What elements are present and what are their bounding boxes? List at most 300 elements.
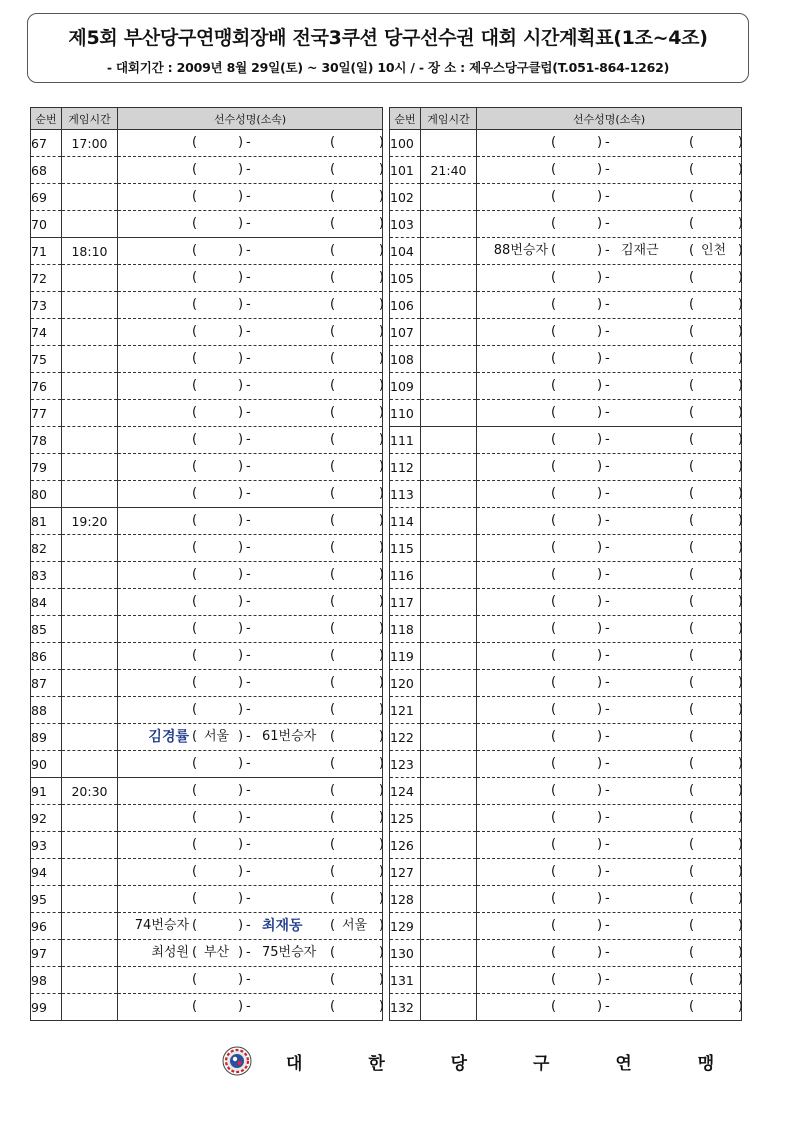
table-row — [390, 292, 742, 319]
game-time — [62, 724, 118, 751]
paren-close: ) — [737, 756, 743, 771]
paren-open: ( — [330, 918, 336, 933]
match-players — [477, 670, 742, 697]
match-players — [118, 778, 383, 805]
table-row — [31, 832, 383, 859]
game-number: 98 — [31, 967, 62, 994]
table-header-row — [390, 108, 742, 130]
table-row — [390, 427, 742, 454]
paren-open: ( — [689, 972, 695, 987]
vs-dash: - — [605, 378, 610, 393]
paren-open: ( — [192, 351, 198, 366]
paren-open: ( — [330, 729, 336, 744]
paren-close: ) — [597, 459, 603, 474]
paren-close: ) — [737, 486, 743, 501]
paren-open: ( — [689, 270, 695, 285]
game-number: 90 — [31, 751, 62, 778]
table-row — [31, 265, 383, 292]
match-players — [477, 400, 742, 427]
match-players — [477, 805, 742, 832]
game-number: 75 — [31, 346, 62, 373]
game-time: 17:00 — [62, 130, 118, 157]
paren-open: ( — [192, 162, 198, 177]
paren-open: ( — [689, 432, 695, 447]
game-number: 113 — [390, 481, 421, 508]
paren-close: ) — [737, 162, 743, 177]
paren-close: ) — [378, 351, 384, 366]
game-number: 70 — [31, 211, 62, 238]
player2-name: 75번승자 — [262, 945, 317, 960]
paren-close: ) — [238, 594, 244, 609]
paren-close: ) — [597, 810, 603, 825]
match-players — [477, 130, 742, 157]
table-row — [31, 724, 383, 751]
paren-close: ) — [378, 567, 384, 582]
vs-dash: - — [246, 135, 251, 150]
vs-dash: - — [605, 297, 610, 312]
game-number: 97 — [31, 940, 62, 967]
game-time — [421, 562, 477, 589]
paren-open: ( — [551, 864, 557, 879]
match-players — [477, 751, 742, 778]
paren-open: ( — [689, 621, 695, 636]
vs-dash: - — [605, 756, 610, 771]
table-row — [31, 238, 383, 265]
paren-close: ) — [238, 513, 244, 528]
paren-open: ( — [330, 351, 336, 366]
vs-dash: - — [246, 351, 251, 366]
game-number: 72 — [31, 265, 62, 292]
game-number: 114 — [390, 508, 421, 535]
match-players — [477, 778, 742, 805]
table-row — [31, 616, 383, 643]
match-players — [477, 994, 742, 1021]
game-number: 120 — [390, 670, 421, 697]
game-number: 77 — [31, 400, 62, 427]
paren-close: ) — [238, 810, 244, 825]
game-number: 67 — [31, 130, 62, 157]
paren-open: ( — [192, 594, 198, 609]
paren-close: ) — [378, 486, 384, 501]
paren-close: ) — [238, 216, 244, 231]
paren-close: ) — [597, 972, 603, 987]
paren-close: ) — [378, 459, 384, 474]
paren-close: ) — [238, 189, 244, 204]
match-players — [118, 238, 383, 265]
table-row — [390, 589, 742, 616]
game-time — [62, 994, 118, 1021]
paren-open: ( — [689, 540, 695, 555]
paren-close: ) — [378, 648, 384, 663]
vs-dash: - — [605, 810, 610, 825]
match-players — [118, 211, 383, 238]
paren-close: ) — [737, 837, 743, 852]
game-time — [421, 238, 477, 265]
game-time — [421, 211, 477, 238]
vs-dash: - — [605, 405, 610, 420]
paren-close: ) — [238, 405, 244, 420]
vs-dash: - — [246, 594, 251, 609]
paren-open: ( — [689, 351, 695, 366]
game-number: 86 — [31, 643, 62, 670]
paren-open: ( — [689, 810, 695, 825]
paren-close: ) — [737, 378, 743, 393]
vs-dash: - — [246, 756, 251, 771]
paren-open: ( — [551, 702, 557, 717]
vs-dash: - — [246, 810, 251, 825]
paren-close: ) — [238, 567, 244, 582]
paren-close: ) — [238, 729, 244, 744]
match-players — [477, 940, 742, 967]
paren-close: ) — [378, 972, 384, 987]
paren-close: ) — [737, 243, 743, 258]
game-number: 108 — [390, 346, 421, 373]
player1-name: 88번승자 — [493, 243, 548, 258]
paren-open: ( — [689, 864, 695, 879]
paren-close: ) — [238, 297, 244, 312]
paren-close: ) — [597, 648, 603, 663]
game-number: 106 — [390, 292, 421, 319]
paren-open: ( — [192, 513, 198, 528]
match-players — [477, 616, 742, 643]
paren-open: ( — [689, 459, 695, 474]
table-row — [390, 400, 742, 427]
paren-open: ( — [551, 648, 557, 663]
game-time — [421, 184, 477, 211]
vs-dash: - — [246, 378, 251, 393]
vs-dash: - — [605, 972, 610, 987]
game-number: 78 — [31, 427, 62, 454]
game-number: 123 — [390, 751, 421, 778]
vs-dash: - — [246, 837, 251, 852]
paren-open: ( — [330, 945, 336, 960]
paren-close: ) — [238, 918, 244, 933]
paren-open: ( — [551, 459, 557, 474]
footer — [222, 1045, 744, 1077]
paren-close: ) — [597, 864, 603, 879]
game-number: 117 — [390, 589, 421, 616]
vs-dash: - — [605, 675, 610, 690]
paren-close: ) — [238, 540, 244, 555]
vs-dash: - — [605, 162, 610, 177]
game-number: 121 — [390, 697, 421, 724]
vs-dash: - — [605, 918, 610, 933]
paren-close: ) — [597, 567, 603, 582]
paren-open: ( — [551, 837, 557, 852]
vs-dash: - — [246, 864, 251, 879]
paren-open: ( — [689, 162, 695, 177]
paren-close: ) — [238, 891, 244, 906]
vs-dash: - — [605, 243, 610, 258]
game-time — [62, 967, 118, 994]
table-row — [390, 157, 742, 184]
paren-close: ) — [597, 189, 603, 204]
paren-open: ( — [330, 621, 336, 636]
paren-open: ( — [330, 567, 336, 582]
paren-open: ( — [551, 324, 557, 339]
paren-close: ) — [737, 864, 743, 879]
game-number: 107 — [390, 319, 421, 346]
vs-dash: - — [246, 243, 251, 258]
paren-close: ) — [597, 945, 603, 960]
table-row — [390, 832, 742, 859]
vs-dash: - — [246, 513, 251, 528]
game-time — [421, 589, 477, 616]
table-row — [390, 130, 742, 157]
paren-close: ) — [737, 729, 743, 744]
game-number: 79 — [31, 454, 62, 481]
table-row — [390, 562, 742, 589]
col-header-no: 순번 — [390, 108, 421, 130]
paren-close: ) — [378, 324, 384, 339]
paren-close: ) — [597, 216, 603, 231]
vs-dash: - — [605, 351, 610, 366]
vs-dash: - — [246, 918, 251, 933]
game-number: 104 — [390, 238, 421, 265]
player2-name: 최재동 — [262, 918, 303, 934]
paren-close: ) — [238, 486, 244, 501]
paren-open: ( — [689, 567, 695, 582]
game-number: 128 — [390, 886, 421, 913]
match-players — [477, 238, 742, 265]
paren-open: ( — [330, 972, 336, 987]
paren-close: ) — [597, 513, 603, 528]
paren-open: ( — [330, 459, 336, 474]
paren-open: ( — [330, 702, 336, 717]
paren-open: ( — [192, 297, 198, 312]
table-row — [390, 508, 742, 535]
table-row — [390, 265, 742, 292]
paren-close: ) — [597, 675, 603, 690]
vs-dash: - — [605, 837, 610, 852]
paren-open: ( — [551, 594, 557, 609]
game-number: 125 — [390, 805, 421, 832]
event-info: - 대회기간 : 2009년 8월 29일(토) ~ 30일(일) 10시 / - 장 소 : 제우스당구클럽(T.051-864-1262) — [106, 60, 670, 75]
paren-close: ) — [737, 513, 743, 528]
match-players — [118, 427, 383, 454]
paren-close: ) — [378, 810, 384, 825]
col-header-time: 게임시간 — [421, 108, 477, 130]
table-row — [31, 346, 383, 373]
table-row — [390, 238, 742, 265]
vs-dash: - — [246, 702, 251, 717]
col-header-players: 선수성명(소속) — [477, 108, 742, 130]
paren-close: ) — [238, 135, 244, 150]
player2-name: 61번승자 — [262, 729, 317, 744]
paren-open: ( — [551, 270, 557, 285]
table-row — [31, 454, 383, 481]
player2-affiliation: 서울 — [342, 918, 368, 933]
match-players — [118, 805, 383, 832]
paren-open: ( — [689, 243, 695, 258]
paren-close: ) — [378, 702, 384, 717]
paren-open: ( — [330, 216, 336, 231]
game-time — [421, 805, 477, 832]
vs-dash: - — [605, 216, 610, 231]
paren-open: ( — [689, 891, 695, 906]
paren-open: ( — [689, 324, 695, 339]
paren-close: ) — [238, 675, 244, 690]
vs-dash: - — [605, 864, 610, 879]
paren-close: ) — [597, 405, 603, 420]
paren-open: ( — [330, 783, 336, 798]
game-time — [62, 211, 118, 238]
paren-open: ( — [192, 702, 198, 717]
match-players — [477, 211, 742, 238]
paren-open: ( — [192, 270, 198, 285]
match-players — [118, 184, 383, 211]
match-players — [118, 886, 383, 913]
match-players — [477, 427, 742, 454]
game-time — [62, 859, 118, 886]
paren-open: ( — [551, 756, 557, 771]
match-players — [477, 508, 742, 535]
paren-open: ( — [192, 135, 198, 150]
player2-affiliation: 인천 — [701, 243, 727, 258]
paren-close: ) — [378, 405, 384, 420]
game-time — [421, 940, 477, 967]
paren-open: ( — [330, 486, 336, 501]
table-row — [31, 535, 383, 562]
table-row — [31, 886, 383, 913]
table-row — [31, 427, 383, 454]
paren-close: ) — [737, 567, 743, 582]
paren-open: ( — [192, 918, 198, 933]
paren-close: ) — [238, 351, 244, 366]
game-time — [421, 427, 477, 454]
table-row — [390, 319, 742, 346]
paren-open: ( — [330, 189, 336, 204]
paren-open: ( — [689, 648, 695, 663]
match-players — [118, 535, 383, 562]
table-row — [390, 184, 742, 211]
table-row — [390, 967, 742, 994]
table-row — [31, 967, 383, 994]
paren-close: ) — [737, 405, 743, 420]
paren-open: ( — [192, 189, 198, 204]
vs-dash: - — [246, 675, 251, 690]
table-row — [31, 940, 383, 967]
paren-open: ( — [689, 135, 695, 150]
paren-close: ) — [238, 459, 244, 474]
table-row — [31, 994, 383, 1021]
vs-dash: - — [246, 324, 251, 339]
game-number: 99 — [31, 994, 62, 1021]
vs-dash: - — [246, 945, 251, 960]
match-players — [477, 265, 742, 292]
paren-close: ) — [238, 945, 244, 960]
match-players — [477, 859, 742, 886]
col-header-players: 선수성명(소속) — [118, 108, 383, 130]
vs-dash: - — [246, 783, 251, 798]
match-players — [477, 589, 742, 616]
table-row — [31, 157, 383, 184]
paren-open: ( — [551, 405, 557, 420]
paren-close: ) — [737, 270, 743, 285]
game-time — [421, 697, 477, 724]
game-time — [62, 481, 118, 508]
page-title: 제5회 부산당구연맹회장배 전국3쿠션 당구선수권 대회 시간계획표(1조~4조) — [68, 27, 708, 49]
paren-close: ) — [238, 702, 244, 717]
paren-open: ( — [330, 405, 336, 420]
paren-open: ( — [689, 702, 695, 717]
table-row — [31, 562, 383, 589]
vs-dash: - — [605, 513, 610, 528]
match-players — [118, 940, 383, 967]
paren-open: ( — [330, 756, 336, 771]
vs-dash: - — [246, 648, 251, 663]
paren-open: ( — [551, 486, 557, 501]
match-players — [477, 886, 742, 913]
paren-open: ( — [689, 945, 695, 960]
paren-close: ) — [737, 351, 743, 366]
paren-open: ( — [689, 918, 695, 933]
match-players — [118, 994, 383, 1021]
game-time — [421, 913, 477, 940]
match-players — [118, 859, 383, 886]
paren-close: ) — [597, 891, 603, 906]
paren-open: ( — [551, 540, 557, 555]
paren-close: ) — [597, 918, 603, 933]
paren-close: ) — [238, 270, 244, 285]
paren-close: ) — [378, 594, 384, 609]
game-time — [421, 535, 477, 562]
match-players — [118, 913, 383, 940]
game-time — [62, 319, 118, 346]
paren-close: ) — [378, 783, 384, 798]
table-row — [31, 400, 383, 427]
paren-close: ) — [238, 621, 244, 636]
paren-close: ) — [737, 189, 743, 204]
game-time — [62, 832, 118, 859]
vs-dash: - — [605, 891, 610, 906]
match-players — [118, 967, 383, 994]
game-number: 87 — [31, 670, 62, 697]
paren-close: ) — [378, 756, 384, 771]
match-players — [118, 508, 383, 535]
match-players — [118, 751, 383, 778]
kbf-logo-icon — [222, 1046, 252, 1076]
table-row — [31, 373, 383, 400]
paren-close: ) — [737, 432, 743, 447]
game-time — [62, 886, 118, 913]
game-time — [421, 508, 477, 535]
paren-close: ) — [238, 243, 244, 258]
table-row — [390, 454, 742, 481]
paren-close: ) — [238, 972, 244, 987]
paren-close: ) — [378, 621, 384, 636]
paren-open: ( — [551, 513, 557, 528]
paren-open: ( — [689, 189, 695, 204]
paren-close: ) — [737, 621, 743, 636]
match-players — [118, 643, 383, 670]
paren-close: ) — [597, 270, 603, 285]
player1-name: 최성원 — [151, 945, 189, 960]
match-players — [477, 697, 742, 724]
paren-close: ) — [597, 837, 603, 852]
game-time — [62, 589, 118, 616]
game-number: 91 — [31, 778, 62, 805]
vs-dash: - — [246, 297, 251, 312]
match-players — [477, 319, 742, 346]
paren-open: ( — [192, 405, 198, 420]
table-row — [390, 481, 742, 508]
paren-close: ) — [597, 783, 603, 798]
header-box — [27, 13, 749, 83]
paren-close: ) — [238, 324, 244, 339]
paren-open: ( — [689, 999, 695, 1014]
match-players — [477, 832, 742, 859]
